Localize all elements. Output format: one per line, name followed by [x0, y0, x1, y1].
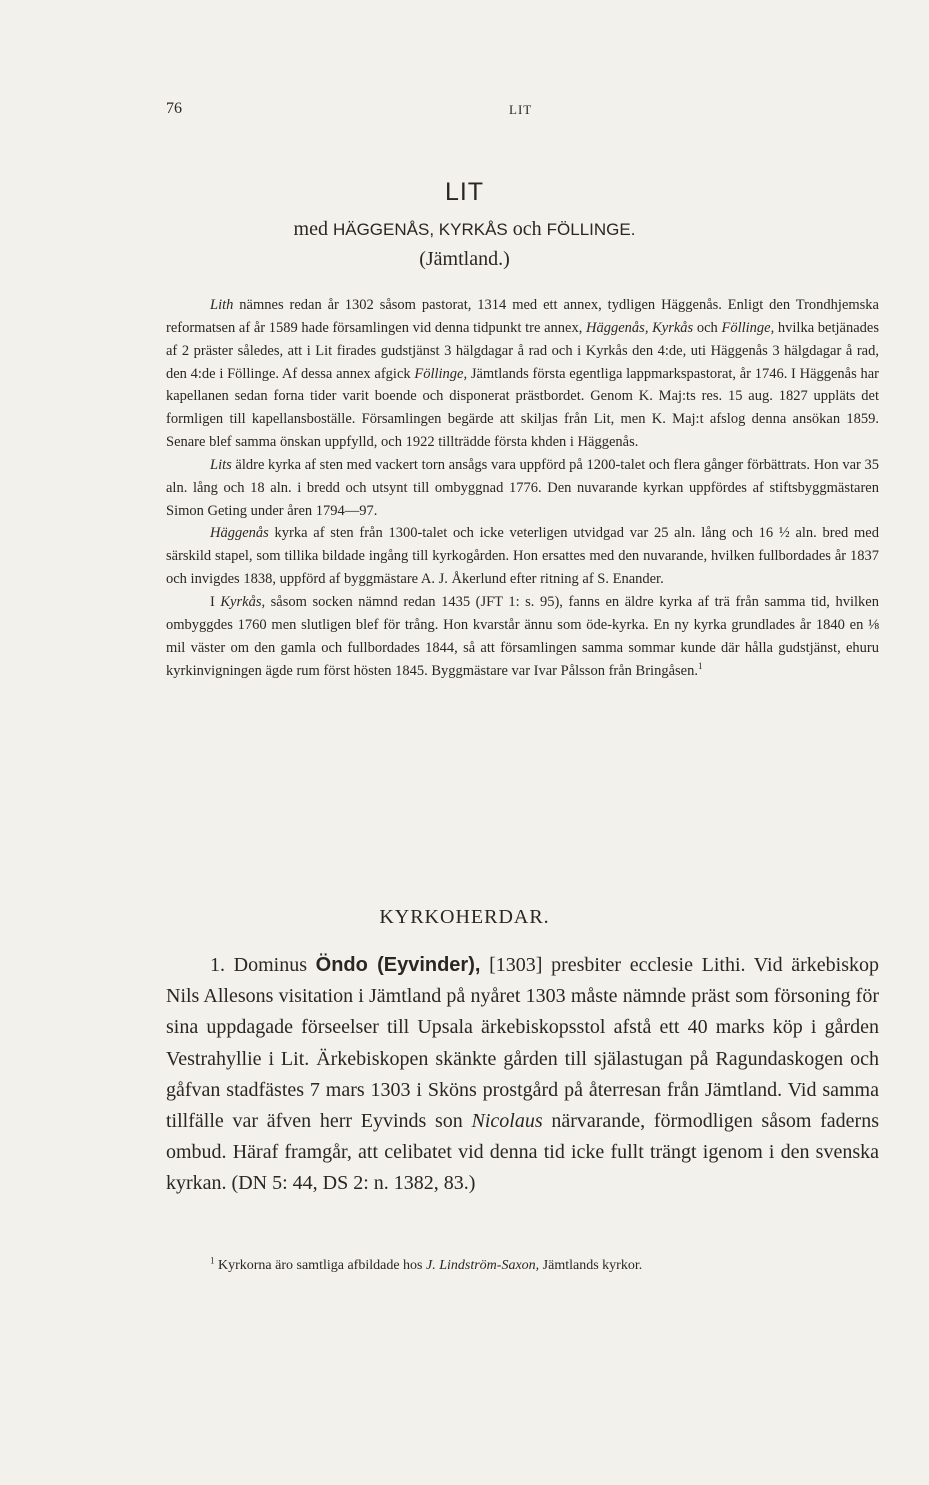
- running-head: LIT: [509, 102, 533, 117]
- page-number: 76: [166, 100, 182, 117]
- history-italic: Föllinge,: [414, 365, 468, 382]
- footnote: [210, 1255, 850, 1274]
- history-text: såsom socken nämnd redan 1435 (JFT 1: s. 95), fanns en äldre kyrka af trä från samma tid, hvilken ombyggdes 1760 men slutligen blef för trång. Hon kvarstår ännu som öde-kyrka. En ny kyrka grundlades år 1840 en ⅛ mil väster om den gamla och fullbordades 1844, så att församlingen samma sommar kunde där hålla gudstjänst, ehuru kyrkinvigningen ägde rum först hösten 1845. Byggmästare var Ivar Pålsson från Bringåsen.: [166, 593, 879, 679]
- entry-italic-name: Nicolaus: [471, 1110, 543, 1133]
- history-paragraph: [166, 454, 879, 523]
- subtitle-conjunction: och: [507, 218, 547, 240]
- history-text: hvilka betjänades af 2 präster således, att i Lit firades gudstjänst 3 hälgdagar å rad och i Kyrkås den 4:de, uti Häggenås 3 hälgdagar å rad, den 4:de i Föllinge. Af dessa annex afgick: [166, 319, 880, 382]
- footnote-author: J. Lindström-Saxon,: [426, 1258, 540, 1273]
- history-text: kyrka af sten från 1300-talet och icke veterligen utvidgad var 25 aln. lång och 16 ½ aln. bred med särskild stapel, som tillika bildade ingång till kyrkogården. Hon ersattes med den nuvarande, hvilken fullbordades år 1837 och invigdes 1838, uppförd af byggmästare A. J. Åkerlund efter ritning af S. Enander.: [166, 525, 879, 588]
- history-text: nämnes redan år 1302 såsom pastorat, 1314 med ett annex, tydligen Häggenås. Enligt den Trondhjemska reformatsen af år 1589 hade församlingen vid denna tidpunkt tre annex,: [166, 297, 879, 336]
- footnote-ref: 1: [697, 660, 703, 671]
- page-header: [166, 100, 786, 126]
- entry-text-b: närvarande, förmodligen såsom faderns ombud. Häraf framgår, att celibatet vid denna tid icke fullt trängt igenom i den svenska kyrkan. (DN 5: 44, DS 2: n. 1382, 83.): [166, 1110, 879, 1195]
- history-text: I: [210, 593, 221, 610]
- vicar-entry-paragraph: [166, 950, 879, 1200]
- entry-title-word: Dominus: [233, 954, 307, 976]
- history-paragraph: [166, 522, 879, 591]
- parish-title: LIT: [444, 178, 485, 206]
- history-italic: Kyrkås,: [220, 593, 266, 610]
- entry-year: [1303]: [489, 954, 543, 976]
- subtitle-annex-last: FÖLLINGE.: [546, 220, 636, 239]
- subtitle-annexes: HÄGGENÅS, KYRKÅS: [332, 220, 508, 239]
- vicar-name: Öndo (Eyvinder),: [315, 954, 481, 976]
- subtitle-prefix: med: [293, 218, 333, 240]
- entry-number: 1.: [210, 954, 225, 976]
- history-italic: Lith: [210, 297, 234, 313]
- footnote-mark: 1: [210, 1255, 215, 1266]
- footnote-text-a: Kyrkorna äro samtliga afbildade hos: [214, 1258, 426, 1273]
- history-text: och: [693, 319, 722, 336]
- entry-text-a: presbiter ecclesie Lithi. Vid ärkebiskop Nils Allesons visitation i Jämtland på nyåret 1303 måste nämnde präst som försoning för sina uppdagade förseelser till Upsala ärkebiskopsstol afstå ett 40 marks köp i gården Vestrahyllie i Lit. Ärkebiskopen skänkte gården till själastugan på Ragundaskogen och gåfvan stadfästes 7 mars 1303 i Sköns prostgård på återresan från Jämtland. Vid samma tillfälle var äfven herr Eyvinds son: [166, 954, 880, 1133]
- history-italic: Lits: [210, 456, 232, 473]
- history-italic: Föllinge,: [721, 319, 775, 336]
- history-paragraph: [166, 591, 879, 682]
- history-text: äldre kyrka af sten med vackert torn ansågs vara uppförd på 1200-talet och flera gånger förbättrats. Hon var 35 aln. lång och 18 aln. i bredd och utsynt till ombyggnad 1776. Den nuvarande kyrkan uppfördes af stiftsbyggmästaren Simon Geting under åren 1794—97.: [166, 456, 879, 519]
- vicar-entry: [166, 950, 879, 1200]
- footnote-text-b: Jämtlands kyrkor.: [539, 1258, 643, 1273]
- history-text: Jämtlands första egentliga lappmarkspastorat, år 1746. I Häggenås har kapellanen sedan forna tider varit boende och disponerat prästbordet. Genom K. Maj:ts res. 15 aug. 1827 uppläts det formligen till kapellansboställe. Församlingen begärde att skiljas från Lit, men K. Maj:t afslog denna ansökan 1859. Senare blef samma önskan uppfylld, och 1922 tillträdde första khden i Häggenås.: [166, 365, 879, 451]
- history-paragraph: [166, 294, 879, 454]
- history-italic: Häggenås, Kyrkås: [586, 319, 694, 336]
- region-label: (Jämtland.): [419, 248, 510, 270]
- parish-subtitle: [0, 218, 929, 241]
- history-italic: Häggenås: [210, 525, 269, 542]
- section-heading: KYRKOHERDAR.: [379, 906, 550, 928]
- history-section: [166, 294, 879, 682]
